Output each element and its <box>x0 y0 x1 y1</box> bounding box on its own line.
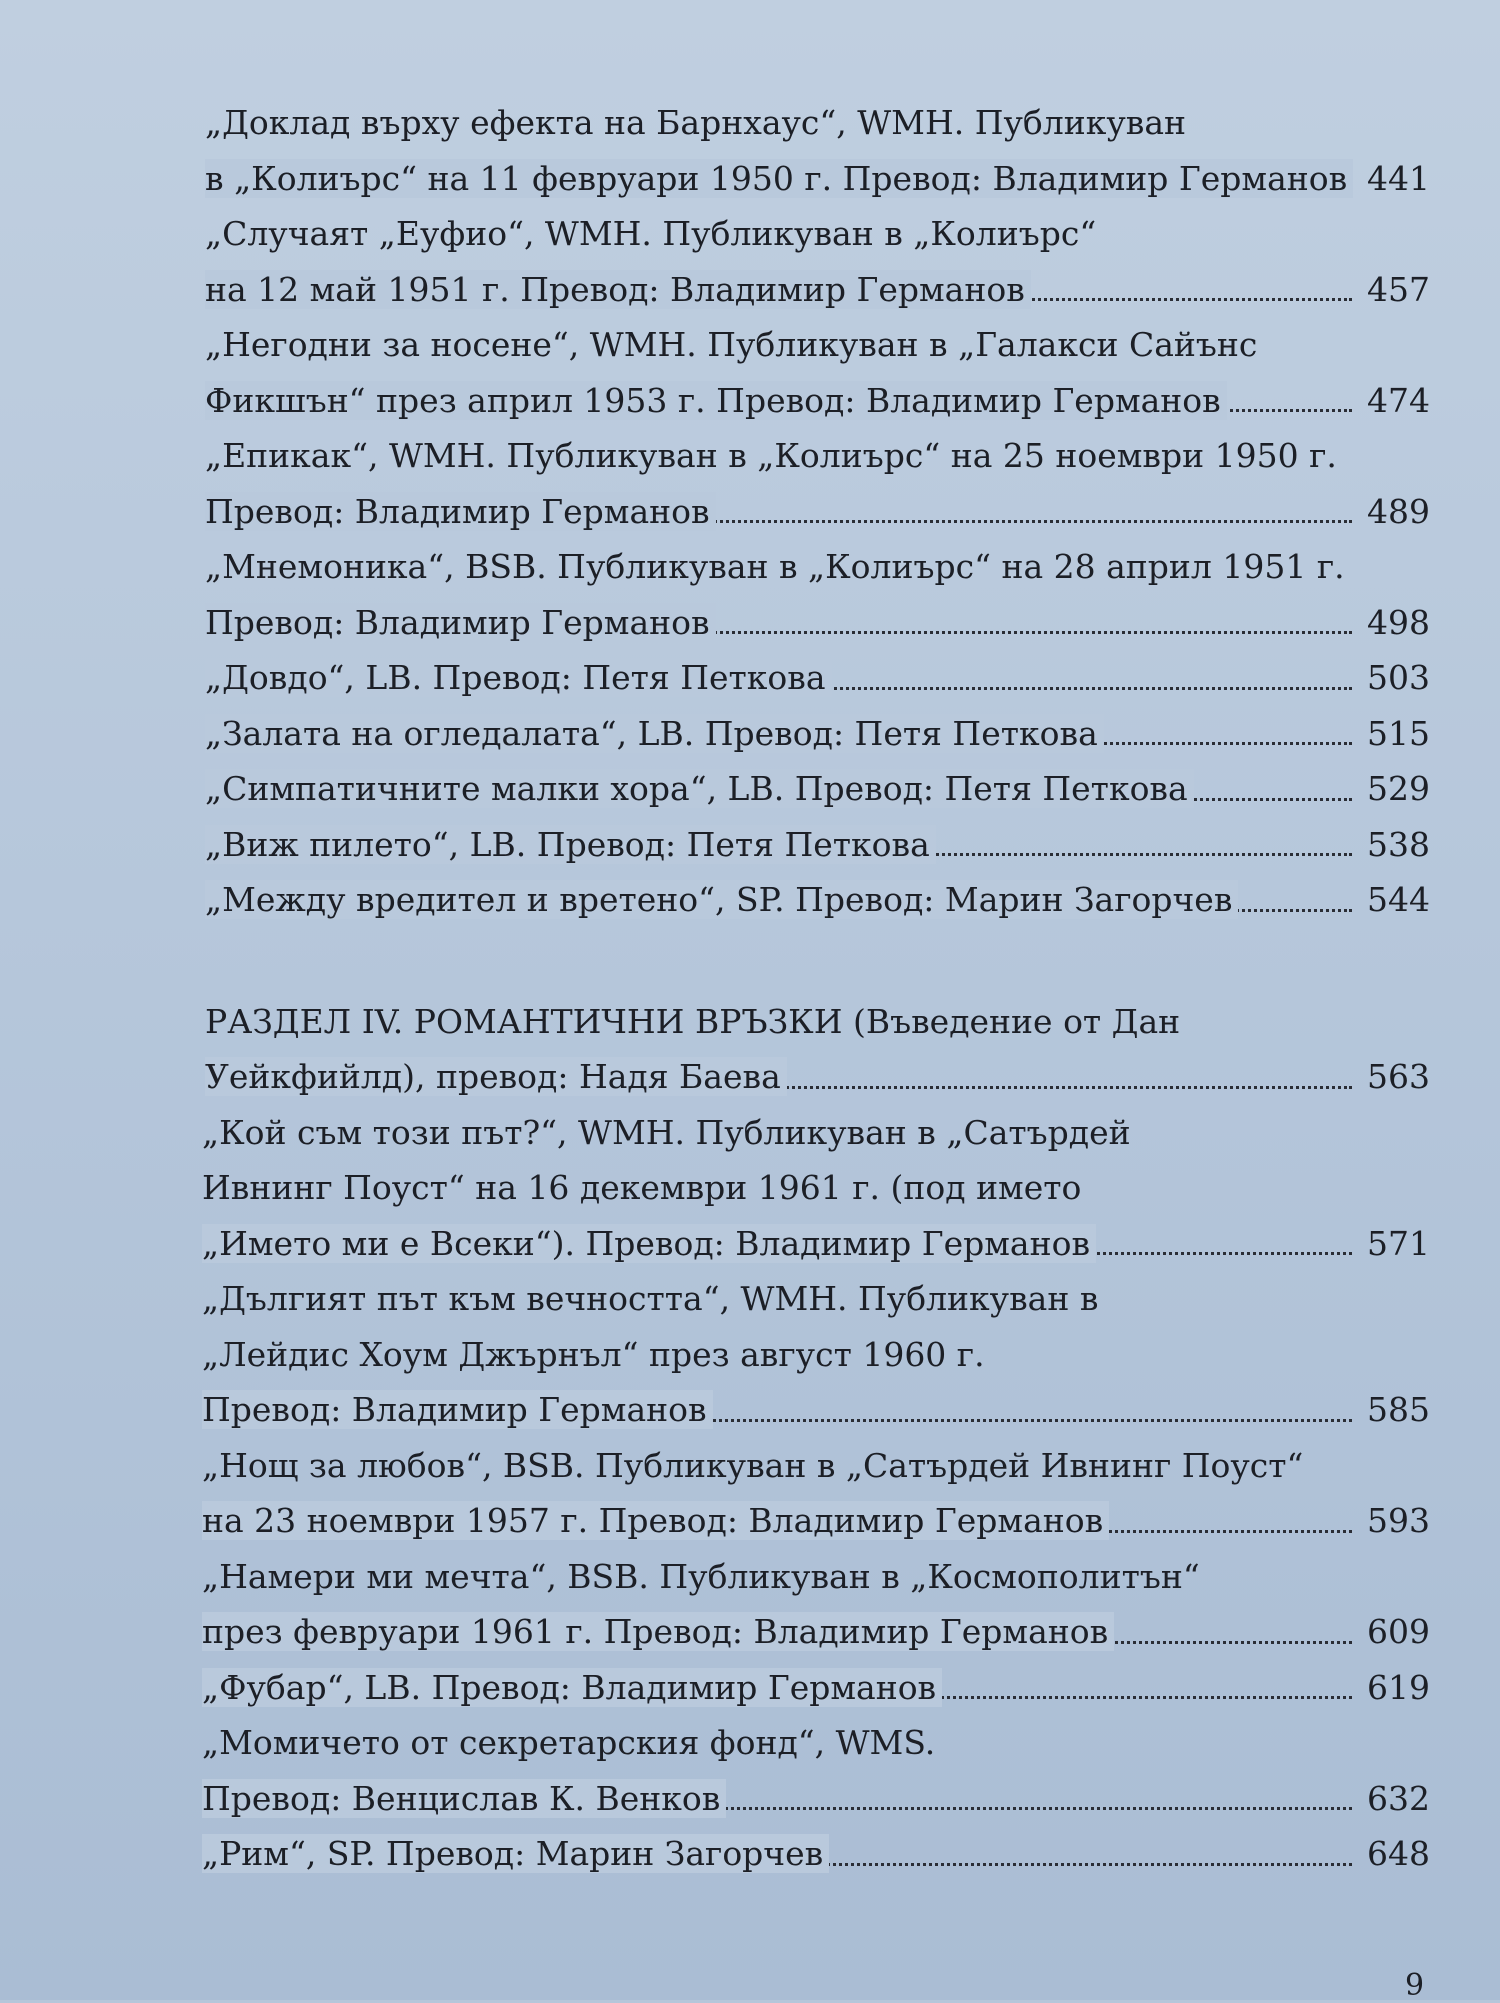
toc-line <box>205 650 1430 706</box>
toc-entry <box>202 1549 1430 1660</box>
toc-page-number: 544 <box>1367 880 1430 919</box>
toc-line <box>202 1160 1430 1216</box>
toc-entry <box>202 1438 1430 1549</box>
toc-page-number: 609 <box>1367 1612 1430 1651</box>
toc-entry-text: „Момичето от секретарския фонд“, WMS. <box>202 1723 936 1762</box>
toc-entry-text: „Мнемоника“, BSB. Публикуван в „Колиърс“ на 28 април 1951 г. <box>205 547 1345 586</box>
toc-entry-text: „Симпатичните малки хора“, LB. Превод: Петя Петкова <box>205 769 1194 808</box>
toc-entry-text: РАЗДЕЛ IV. РОМАНТИЧНИ ВРЪЗКИ (Въведение от Дан <box>205 1001 1181 1041</box>
toc-entry <box>202 1826 1430 1882</box>
toc-line <box>202 1493 1430 1549</box>
toc-entry-text: „Епикак“, WMH. Публикуван в „Колиърс“ на 25 ноември 1950 г. <box>205 436 1337 475</box>
toc-page-number: 515 <box>1367 713 1430 753</box>
toc-entry-text: Превод: Венцислав К. Венков <box>202 1779 726 1818</box>
toc-line <box>205 428 1430 484</box>
toc-entry <box>202 1660 1430 1716</box>
toc-entry-text: „Негодни за носене“, WMH. Публикуван в „Галакси Сайънс <box>205 325 1258 364</box>
toc-line <box>205 872 1430 928</box>
toc-page-number: 585 <box>1367 1390 1430 1429</box>
toc-line <box>202 1382 1430 1438</box>
toc-entry-text: Ивнинг Поуст“ на 16 декември 1961 г. (под името <box>202 1168 1082 1207</box>
toc-line <box>202 1438 1430 1494</box>
toc-entry <box>202 1715 1430 1826</box>
toc-entry <box>205 817 1430 873</box>
toc-line <box>205 373 1430 429</box>
toc-line <box>202 1715 1430 1771</box>
toc-entry-text: „Рим“, SP. Превод: Марин Загорчев <box>202 1834 829 1873</box>
toc-line <box>202 1826 1430 1882</box>
toc-entry-text: на 12 май 1951 г. Превод: Владимир Германов <box>205 270 1031 309</box>
toc-line <box>205 1049 1430 1105</box>
toc-entry-text: „Залата на огледалата“, LB. Превод: Петя Петкова <box>205 714 1104 753</box>
toc-entry <box>205 761 1430 817</box>
page-number: 9 <box>1405 1968 1425 2003</box>
toc-entry-text: „Кой съм този път?“, WMH. Публикуван в „Сатърдей <box>202 1112 1131 1152</box>
toc-entry-text: „Нощ за любов“, BSB. Публикуван в „Сатърдей Ивнинг Поуст“ <box>202 1445 1304 1485</box>
toc-line <box>202 1327 1430 1383</box>
toc-line <box>205 706 1430 762</box>
toc-page-number: 489 <box>1367 491 1430 531</box>
toc-entry <box>205 95 1430 206</box>
toc-entry <box>202 1271 1430 1438</box>
toc-entry-text: Превод: Владимир Германов <box>205 603 716 642</box>
toc-line <box>202 1216 1430 1272</box>
toc-entry <box>205 994 1430 1105</box>
toc-entry-text: през февруари 1961 г. Превод: Владимир Германов <box>202 1612 1114 1651</box>
toc-line <box>205 317 1430 373</box>
toc-page-number: 538 <box>1367 824 1430 864</box>
toc-line <box>205 262 1430 318</box>
toc-entry <box>205 872 1430 928</box>
table-of-contents <box>202 95 1430 1882</box>
toc-entry-text: „Виж пилето“, LB. Превод: Петя Петкова <box>205 825 936 864</box>
toc-entry <box>205 317 1430 428</box>
toc-entry <box>202 1105 1430 1272</box>
toc-line <box>202 1105 1430 1161</box>
toc-line <box>205 817 1430 873</box>
toc-entry-text: Уейкфийлд), превод: Надя Баева <box>205 1057 787 1096</box>
toc-page-number: 503 <box>1367 658 1430 697</box>
toc-line <box>202 1271 1430 1327</box>
toc-entry-text: на 23 ноември 1957 г. Превод: Владимир Германов <box>202 1501 1109 1540</box>
toc-line <box>205 484 1430 540</box>
toc-part-2 <box>202 994 1430 1882</box>
toc-page-number: 619 <box>1367 1667 1430 1707</box>
toc-entry-text: Превод: Владимир Германов <box>205 492 716 531</box>
toc-page-number: 632 <box>1367 1778 1430 1818</box>
toc-line <box>202 1604 1430 1660</box>
toc-page-number: 498 <box>1367 602 1430 642</box>
toc-entry-text: в „Колиърс“ на 11 февруари 1950 г. Превод: Владимир Германов <box>205 159 1353 198</box>
toc-line <box>205 539 1430 595</box>
toc-entry-text: „Фубар“, LB. Превод: Владимир Германов <box>202 1668 942 1707</box>
toc-entry-text: „Намери ми мечта“, BSB. Публикуван в „Космополитън“ <box>202 1556 1200 1596</box>
toc-entry-text: „Името ми е Всеки“). Превод: Владимир Германов <box>202 1224 1096 1263</box>
toc-entry <box>205 206 1430 317</box>
toc-entry <box>205 539 1430 650</box>
toc-line <box>202 1660 1430 1716</box>
toc-line <box>205 95 1430 151</box>
toc-entry-text: „Лейдис Хоум Джърнъл“ през август 1960 г. <box>202 1334 985 1374</box>
toc-entry-text: „Между вредител и вретено“, SP. Превод: Марин Загорчев <box>205 880 1238 919</box>
toc-entry <box>205 650 1430 706</box>
toc-page-number: 441 <box>1367 158 1430 198</box>
toc-entry-text: Превод: Владимир Германов <box>202 1390 713 1429</box>
toc-entry-text: „Дългият път към вечността“, WMH. Публикуван в <box>202 1279 1099 1318</box>
toc-page-number: 563 <box>1367 1057 1430 1096</box>
toc-line <box>202 1549 1430 1605</box>
toc-page-number: 529 <box>1367 769 1430 808</box>
toc-entry <box>205 706 1430 762</box>
toc-line <box>205 994 1430 1050</box>
toc-part-1 <box>205 95 1430 928</box>
section-gap <box>205 928 1430 994</box>
toc-page-number: 474 <box>1367 380 1430 420</box>
toc-entry-text: „Случаят „Еуфио“, WMH. Публикуван в „Колиърс“ <box>205 214 1097 253</box>
toc-entry-text: Фикшън“ през април 1953 г. Превод: Владимир Германов <box>205 381 1227 420</box>
toc-line <box>202 1771 1430 1827</box>
toc-entry <box>205 428 1430 539</box>
toc-page-number: 457 <box>1367 269 1430 309</box>
toc-line <box>205 206 1430 262</box>
toc-line <box>205 595 1430 651</box>
toc-entry-text: „Довдо“, LB. Превод: Петя Петкова <box>205 658 832 697</box>
toc-page-number: 571 <box>1367 1223 1430 1263</box>
toc-line <box>205 761 1430 817</box>
toc-page-number: 648 <box>1367 1834 1430 1873</box>
toc-page-number: 593 <box>1367 1501 1430 1540</box>
toc-entry-text: „Доклад върху ефекта на Барнхаус“, WMH. Публикуван <box>205 103 1187 142</box>
toc-line <box>205 151 1430 207</box>
